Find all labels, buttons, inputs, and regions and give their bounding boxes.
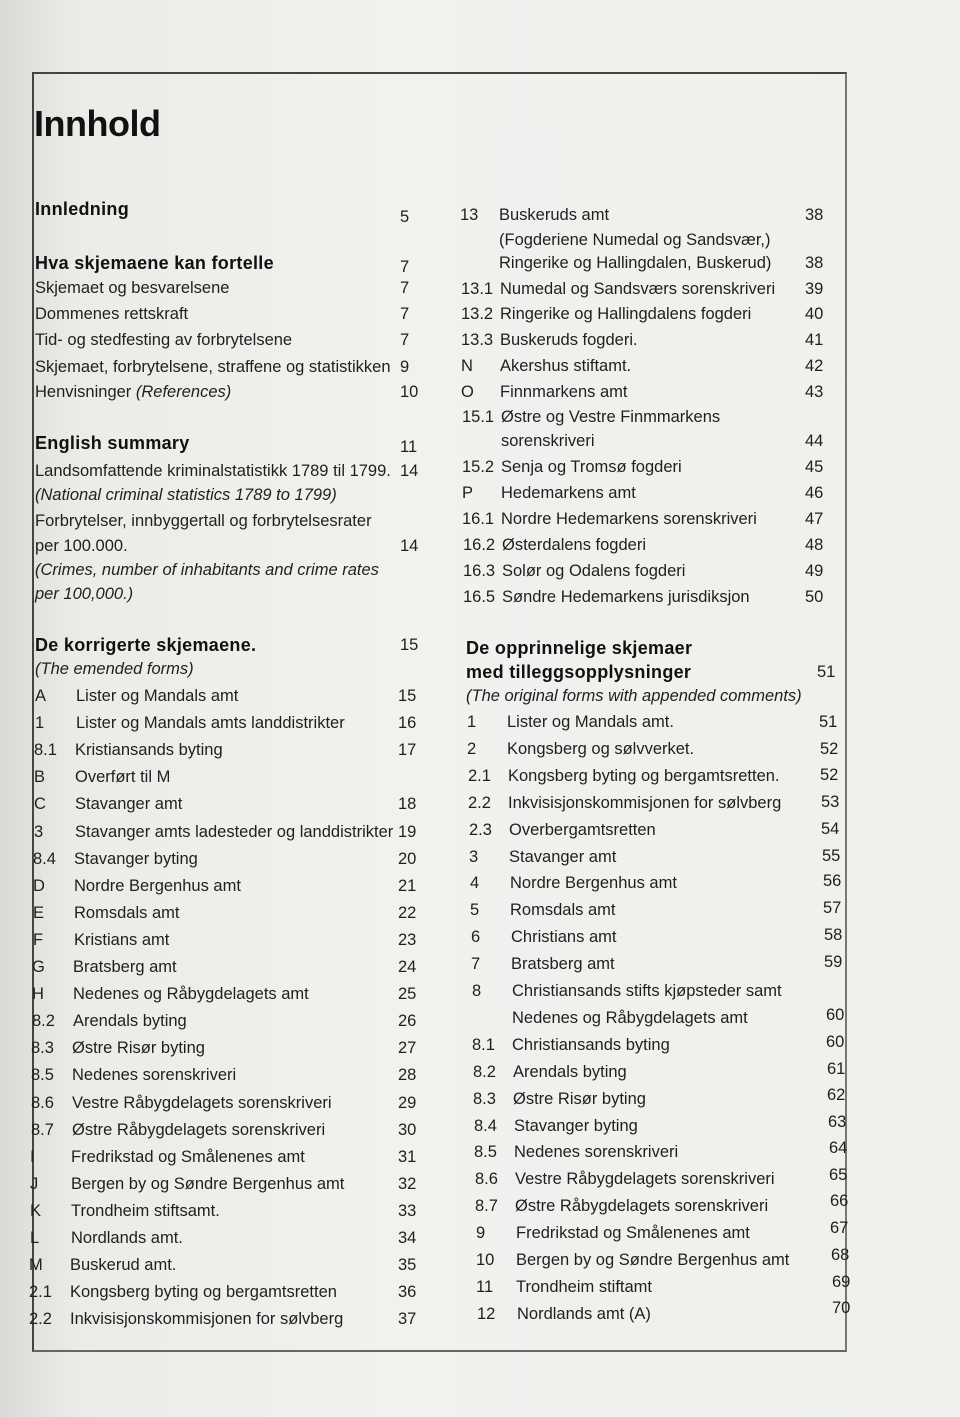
entry-text: Østre Råbygdelagets sorenskriveri [72,1121,326,1139]
entry-code: O [461,383,474,401]
entry-text: Lister og Mandals amts landdistrikter [76,714,345,732]
page-number: 29 [398,1094,417,1112]
entry-code: 8.5 [31,1066,54,1084]
entry-code: 3 [469,848,479,866]
entry-code: 8.3 [31,1039,54,1057]
entry-text-italic: (References) [135,383,232,401]
entry-text: Innledning [35,199,129,219]
page-number: 61 [827,1060,846,1078]
entry-code: 2.2 [468,794,491,812]
page-number: 43 [805,383,824,401]
entry-code: 8.4 [474,1117,497,1135]
entry-text: Nordre Bergenhus amt [74,877,241,895]
entry-code: D [33,877,45,895]
entry-code: F [33,931,44,949]
page-number: 7 [400,279,410,297]
page-number: 60 [826,1033,845,1051]
entry-text: Stavanger byting [74,850,198,868]
page-number: 59 [824,953,843,971]
page-number: 30 [398,1121,417,1139]
entry-code: 1 [467,713,477,731]
page-number: 5 [400,208,410,226]
entry-text: Inkvisisjonskommisjonen for sølvberg [70,1310,344,1328]
entry-code: 1 [35,714,45,732]
entry-text: Senja og Tromsø fogderi [501,458,682,476]
entry-text: Fredrikstad og Smålenenes amt [71,1148,305,1166]
entry-code: 11 [476,1278,494,1296]
section-subheading-text: (The emended forms) [35,660,194,678]
page-number: 10 [400,383,419,401]
page-number: 11 [400,438,418,456]
entry-text: Buskerud amt. [70,1256,177,1274]
page-number: 38 [805,206,824,224]
entry-text: Lister og Mandals amt. [507,713,674,731]
entry-text: (Fogderiene Numedal og Sandsvær,) [499,231,771,249]
entry-text: Østre Råbygdelagets sorenskriveri [515,1197,769,1215]
entry-text: (Crimes, number of inhabitants and crime rates [35,561,379,579]
page-number: 28 [398,1066,417,1084]
page-title: Innhold [34,103,161,144]
entry-code: A [35,687,47,705]
entry-code: 2.1 [29,1283,52,1301]
entry-code: K [30,1202,42,1220]
entry-text: per 100,000.) [35,585,134,603]
entry-code: 13 [460,206,479,224]
page-number: 58 [824,926,843,944]
entry-text: Akershus stiftamt. [500,357,632,375]
page-number: 48 [805,536,824,554]
page-number: 7 [400,258,410,276]
entry-code: 8.7 [475,1197,498,1215]
page-number: 33 [398,1202,417,1220]
entry-code: 8 [472,982,482,1000]
entry-text: Østre Risør byting [72,1039,205,1057]
page-number: 54 [821,820,840,838]
page-number: 23 [398,931,417,949]
page-number: 66 [830,1192,849,1210]
page-number: 21 [398,877,417,895]
entry-text: Christiansands stifts kjøpsteder samt [512,982,782,1000]
entry-text: Søndre Hedemarkens jurisdiksjon [502,588,750,606]
entry-text: Nordlands amt. [71,1229,183,1247]
entry-text: Overbergamtsretten [509,821,656,839]
entry-text: Ringerike og Hallingdalen, Buskerud) [499,254,772,272]
entry-text: Kongsberg byting og bergamtsretten. [508,767,780,785]
entry-code: 16.2 [463,536,496,554]
entry-text: per 100.000. [35,537,128,555]
entry-code: 15.2 [462,458,495,476]
entry-code: 2.2 [29,1310,52,1328]
entry-code: 8.4 [33,850,56,868]
entry-code: 9 [476,1224,486,1242]
entry-text: sorenskriveri [501,432,595,450]
entry-text: Østre og Vestre Finmmarkens [501,408,721,426]
page-number: 57 [823,899,842,917]
entry-text: Trondheim stiftamt [516,1278,653,1296]
entry-code: B [34,768,46,786]
page-number: 26 [398,1012,417,1030]
entry-code: L [30,1229,40,1247]
entry-text: Fredrikstad og Smålenenes amt [516,1224,750,1242]
page-number: 41 [805,331,824,349]
entry-text: Christiansands byting [512,1036,670,1054]
page-number: 9 [400,358,410,376]
page-number: 38 [805,254,824,272]
entry-code: 8.6 [475,1170,498,1188]
entry-text: Bergen by og Søndre Bergenhus amt [516,1251,790,1269]
entry-code: G [32,958,45,976]
page-number: 7 [400,305,410,323]
page-number: 16 [398,714,417,732]
page-number: 35 [398,1256,417,1274]
page-number: 24 [398,958,417,976]
page-number: 55 [822,847,841,865]
entry-text: Bratsberg amt [73,958,177,976]
entry-text: Landsomfattende kriminalstatistikk 1789 til 1799. [35,462,391,480]
entry-text: Stavanger amts ladesteder og landdistrikter [75,823,394,841]
entry-code: 2 [467,740,477,758]
page-number: 27 [398,1039,417,1057]
entry-code: 12 [477,1305,496,1323]
entry-text: Dommenes rettskraft [35,305,189,323]
page-number: 14 [400,537,419,555]
entry-text: Kristiansands byting [75,741,223,759]
page-number: 20 [398,850,417,868]
page-number: 40 [805,305,824,323]
page-number: 60 [826,1006,845,1024]
entry-text: Trondheim stiftsamt. [71,1202,220,1220]
entry-code: 2.1 [468,767,491,785]
page-number: 34 [398,1229,417,1247]
page-number: 52 [820,740,839,758]
page-number: 25 [398,985,417,1003]
entry-text: Nordlands amt (A) [517,1305,651,1323]
entry-code: C [34,795,46,813]
entry-text: Kristians amt [74,931,170,949]
page-number: 36 [398,1283,417,1301]
entry-code: 8.2 [32,1012,55,1030]
entry-code: 7 [471,955,481,973]
entry-code: 8.6 [31,1094,54,1112]
page-number: 56 [823,872,842,890]
page-number: 47 [805,510,824,528]
entry-code: 4 [470,874,480,892]
entry-code: N [461,357,473,375]
entry-text: Numedal og Sandsværs sorenskriveri [500,280,776,298]
entry-text: Kongsberg byting og bergamtsretten [70,1283,337,1301]
entry-text: Skjemaet, forbrytelsene, straffene og statistikken [35,358,391,376]
entry-text: Nedenes sorenskriveri [514,1143,679,1161]
entry-text: Overført til M [75,768,171,786]
entry-text: Bergen by og Søndre Bergenhus amt [71,1175,345,1193]
page-number: 7 [400,331,410,349]
page-number: 52 [820,766,839,784]
entry-text: Stavanger amt [509,848,617,866]
entry-text: Ringerike og Hallingdalens fogderi [500,305,752,323]
page-number: 42 [805,357,824,375]
page-number: 39 [805,280,824,298]
entry-text: Nedenes sorenskriveri [72,1066,237,1084]
entry-text: Buskeruds fogderi. [500,331,638,349]
entry-text: Hedemarkens amt [501,484,636,502]
page-number: 18 [398,795,417,813]
page-number: 49 [805,562,824,580]
entry-text: Lister og Mandals amt [76,687,239,705]
entry-code: 8.7 [31,1121,54,1139]
entry-code: M [29,1256,43,1274]
page-number: 53 [821,793,840,811]
page-number: 67 [830,1219,849,1237]
entry-text: Christians amt [511,928,617,946]
entry-code: E [33,904,45,922]
page-number: 17 [398,741,417,759]
page-number: 15 [398,687,417,705]
entry-text: Romsdals amt [510,901,616,919]
entry-code: 13.2 [461,305,494,323]
page-number: 64 [829,1139,848,1157]
entry-text: Forbrytelser, innbyggertall og forbrytelsesrater [35,512,372,530]
entry-text: Stavanger amt [75,795,183,813]
page-number: 65 [829,1166,848,1184]
page-number: 15 [400,636,419,654]
entry-text: Vestre Råbygdelagets sorenskriveri [515,1170,775,1188]
entry-text: Arendals byting [513,1063,627,1081]
entry-text: Østerdalens fogderi [502,536,646,554]
page-number: 68 [831,1246,850,1264]
page-number: 62 [827,1086,846,1104]
entry-code: 8.2 [473,1063,496,1081]
entry-code: 8.3 [473,1090,496,1108]
section-heading-text: De opprinnelige skjemaer [466,638,693,658]
entry-code: 2.3 [469,821,492,839]
entry-text: Solør og Odalens fogderi [502,562,686,580]
entry-code: 16.3 [463,562,496,580]
entry-text: Nedenes og Råbygdelagets amt [512,1009,748,1027]
entry-code: J [30,1175,39,1193]
entry-code: 5 [470,901,480,919]
entry-text: Nordre Bergenhus amt [510,874,677,892]
page-number: 51 [819,713,838,731]
entry-text: Henvisninger (References) [35,383,232,401]
entry-text: Inkvisisjonskommisjonen for sølvberg [508,794,782,812]
page-number: 51 [817,663,836,681]
entry-text: Skjemaet og besvarelsene [35,279,230,297]
entry-text: Vestre Råbygdelagets sorenskriveri [72,1094,332,1112]
entry-code: P [462,484,474,502]
entry-text: Nedenes og Råbygdelagets amt [73,985,309,1003]
entry-code: 3 [34,823,44,841]
entry-code: 8.1 [472,1036,495,1054]
entry-text: Buskeruds amt [499,206,610,224]
page-number: 19 [398,823,417,841]
section-heading-text: med tilleggsopplysninger [466,662,692,682]
entry-text: Tid- og stedfesting av forbrytelsene [35,331,293,349]
page-number: 22 [398,904,417,922]
entry-text: Nordre Hedemarkens sorenskriveri [501,510,757,528]
entry-code: H [32,985,44,1003]
page-number: 37 [398,1310,417,1328]
entry-text: Romsdals amt [74,904,180,922]
entry-code: 13.3 [461,331,494,349]
entry-text: Bratsberg amt [511,955,615,973]
page-number: 50 [805,588,824,606]
entry-code: 13.1 [461,280,494,298]
entry-code: 8.1 [34,741,57,759]
section-heading-text: De korrigerte skjemaene. [35,635,257,655]
page-number: 46 [805,484,824,502]
page-number: 14 [400,462,419,480]
page-number: 45 [805,458,824,476]
entry-code: 10 [476,1251,495,1269]
page-number: 69 [832,1273,851,1291]
entry-code: 15.1 [462,408,495,426]
entry-text: Østre Risør byting [513,1090,646,1108]
page-number: 70 [832,1299,851,1317]
entry-text: Finnmarkens amt [500,383,628,401]
page-number: 31 [398,1148,417,1166]
entry-code: 16.5 [463,588,496,606]
page-number: 44 [805,432,824,450]
entry-text: Kongsberg og sølvverket. [507,740,695,758]
entry-text: Arendals byting [73,1012,187,1030]
entry-text: English summary [35,433,190,453]
entry-text: (National criminal statistics 1789 to 1799) [35,486,337,504]
entry-code: 8.5 [474,1143,497,1161]
entry-code: 6 [471,928,481,946]
entry-code: I [30,1148,35,1166]
entry-text: Stavanger byting [514,1117,638,1135]
section-subheading-text: (The original forms with appended comments) [466,687,802,705]
page-number: 32 [398,1175,417,1193]
entry-code: 16.1 [462,510,495,528]
entry-text: Hva skjemaene kan fortelle [35,253,274,273]
page-number: 63 [828,1113,847,1131]
